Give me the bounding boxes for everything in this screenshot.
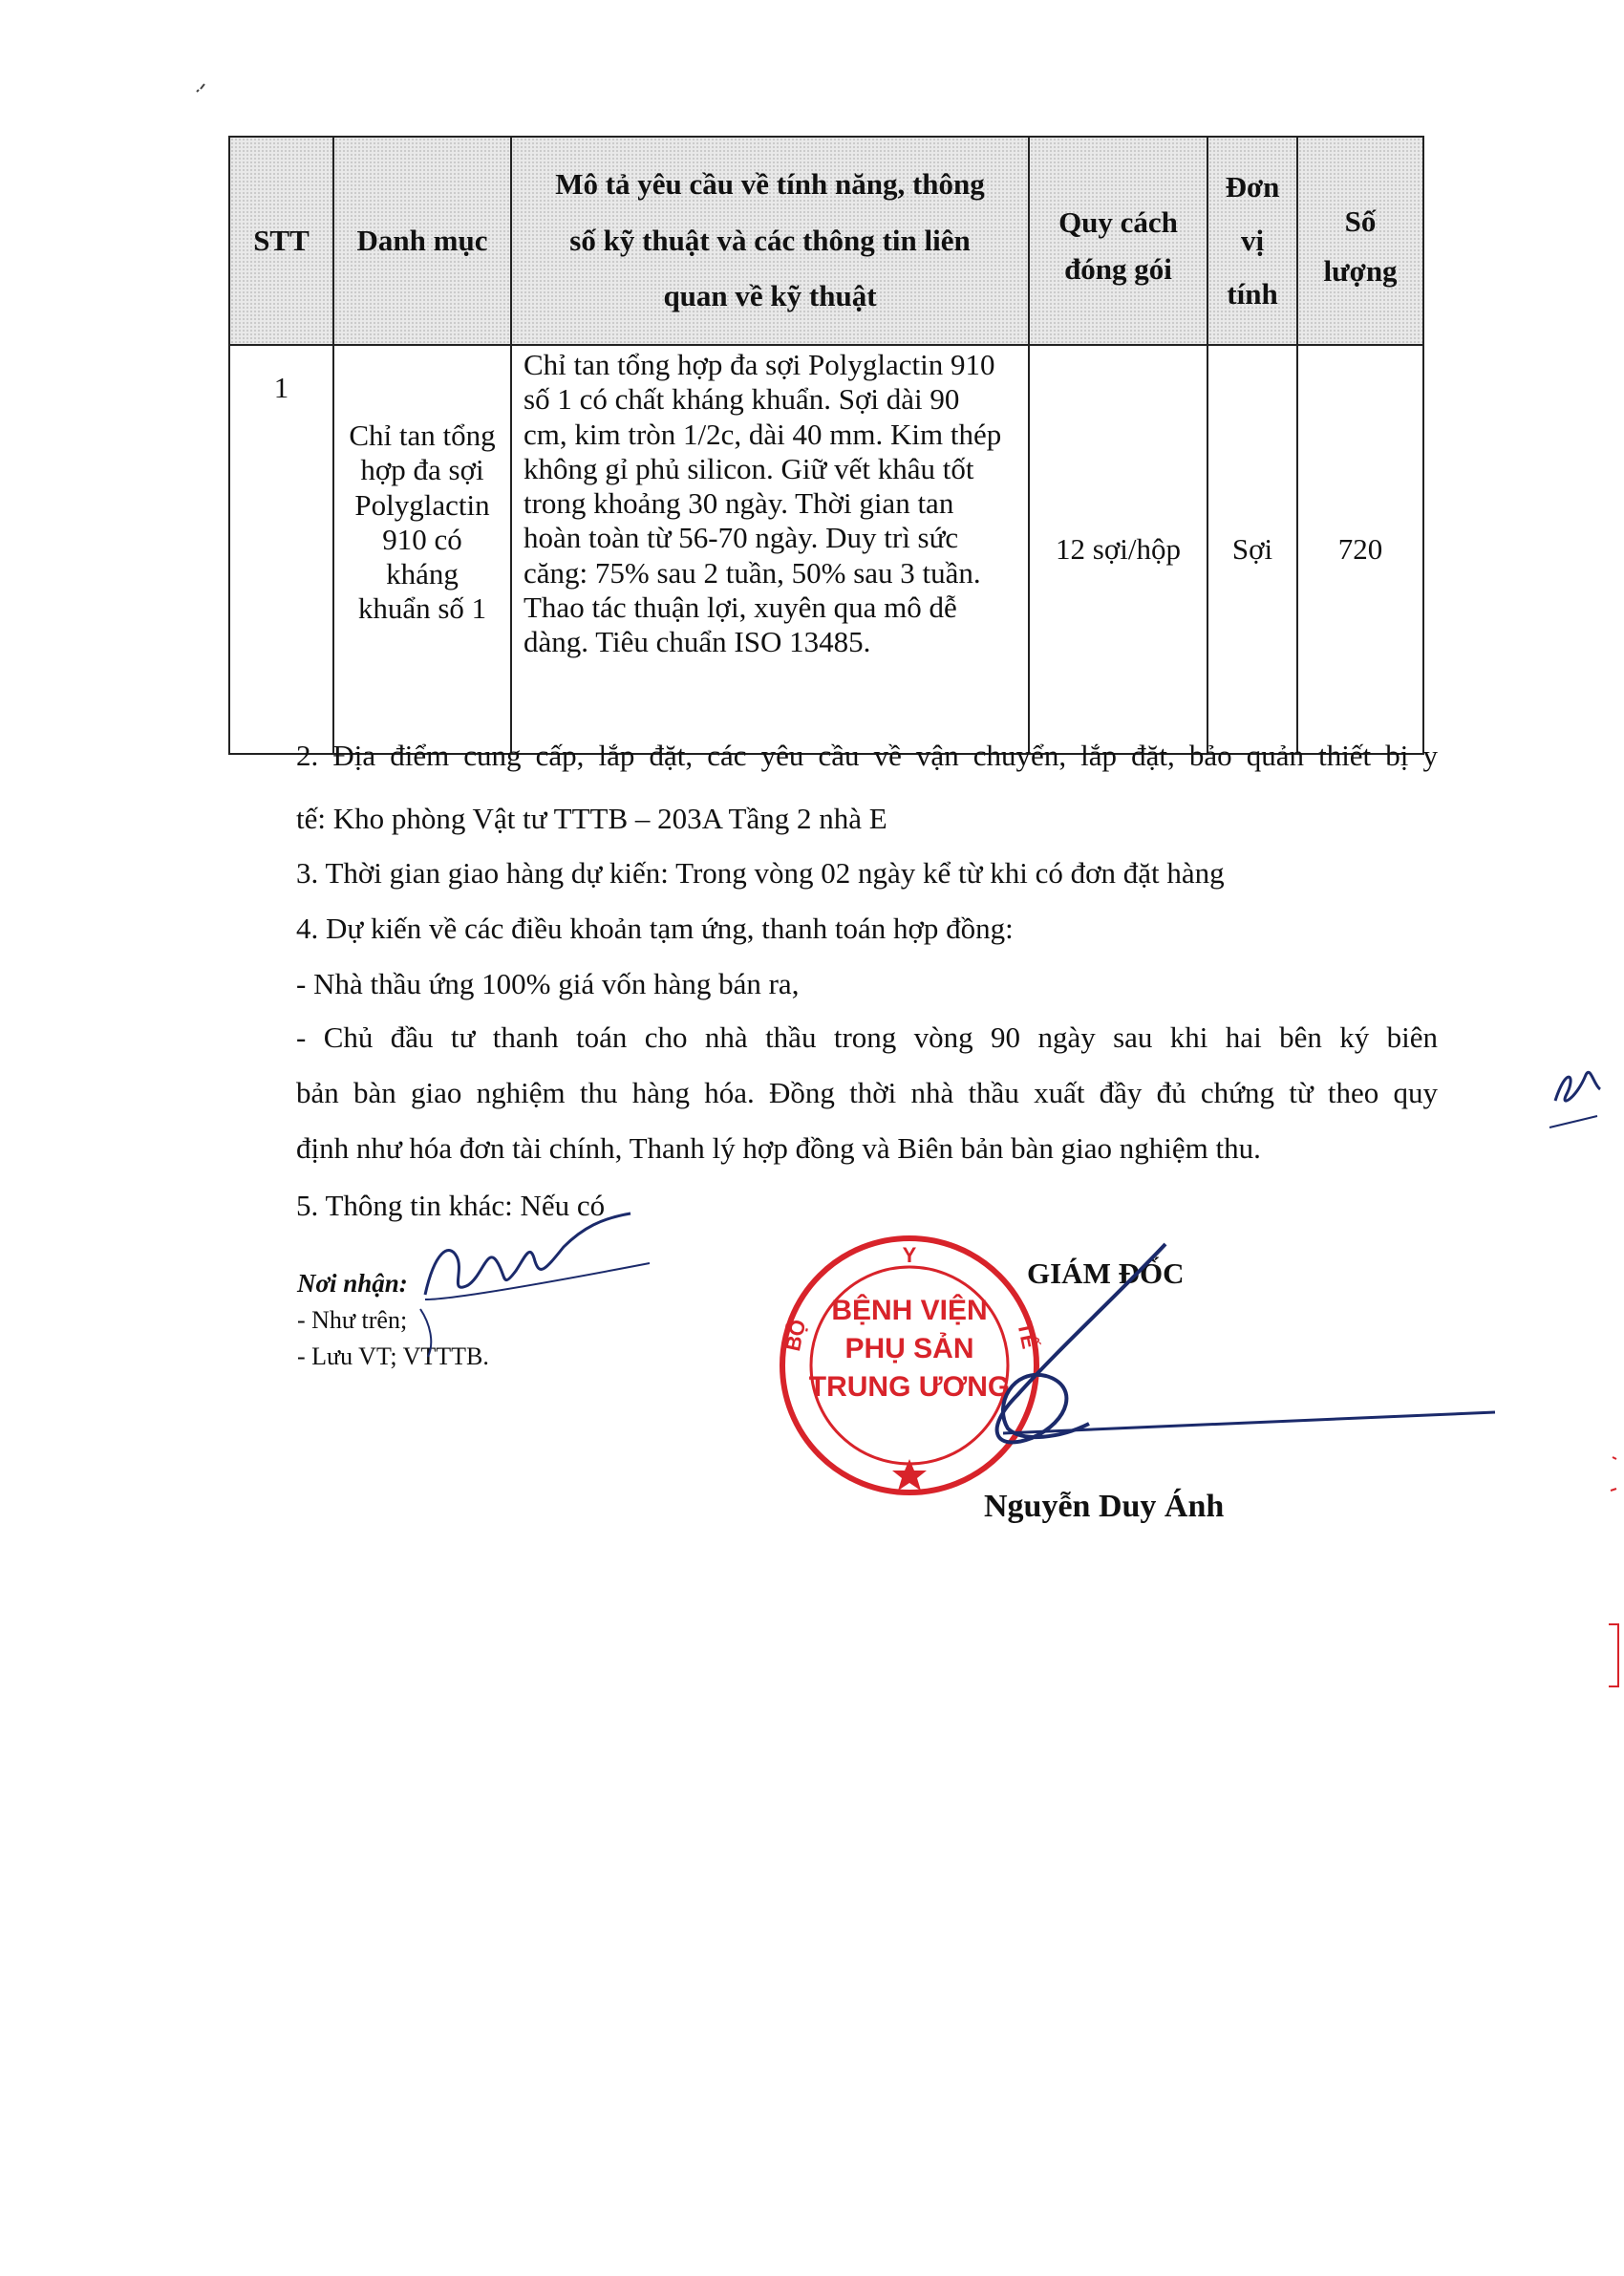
payment-line: bản bàn giao nghiệm thu hàng hóa. Đồng thời nhà thầu xuất đầy đủ chứng từ theo quy [296,1076,1438,1109]
header-unit-line: tính [1227,276,1278,311]
signer-name: Nguyễn Duy Ánh [984,1489,1225,1524]
section-5: 5. Thông tin khác: Nếu có [296,1189,606,1222]
category-line: hợp đa sợi [360,453,484,487]
scan-mark-icon [197,84,204,92]
description-line: số 1 có chất kháng khuẩn. Sợi dài 90 [524,382,960,417]
margin-initial-line-icon [1549,1116,1597,1127]
section-4-advance: - Nhà thầu ứng 100% giá vốn hàng bán ra, [296,967,800,1000]
recipient-line: - Lưu VT; VTTTB. [297,1342,489,1370]
header-quantity-line: Số [1344,204,1377,239]
header-quantity-line: lượng [1323,254,1398,289]
header-category: Danh mục [333,137,511,345]
description-line: dàng. Tiêu chuẩn ISO 13485. [524,625,871,659]
category-line: 910 có [382,522,462,556]
section-2-line-2: tế: Kho phòng Vật tư TTTB – 203A Tầng 2 nhà E [296,802,887,835]
section-2-line: 2. Địa điểm cung cấp, lắp đặt, các yêu cầu về vận chuyển, lắp đặt, bảo quản thiết bị y [296,739,1438,772]
description-line: Thao tác thuận lợi, xuyên qua mô dễ [524,590,957,624]
description-line: căng: 75% sau 2 tuần, 50% sau 3 tuần. [524,555,981,590]
recipient-line: - Như trên; [297,1306,408,1335]
header-unit-line: vị [1240,224,1265,258]
description-line: trong khoảng 30 ngày. Thời gian tan [524,486,954,521]
stamp-line: PHỤ SẢN [844,1333,974,1364]
description-line: Chỉ tan tổng hợp đa sợi Polyglactin 910 [524,348,995,381]
header-description-line: Mô tả yêu cầu về tính năng, thông [555,166,985,201]
director-signature-stroke-icon [1003,1412,1495,1433]
section-3: 3. Thời gian giao hàng dự kiến: Trong vòng 02 ngày kể từ khi có đơn đặt hàng [296,856,1225,890]
description-line: hoàn toàn từ 56-70 ngày. Duy trì sức [524,521,959,555]
section-4: 4. Dự kiến về các điều khoản tạm ứng, thanh toán hợp đồng: [296,912,1014,945]
header-packaging-line: Quy cách [1058,204,1178,239]
header-description-line: quan về kỹ thuật [663,279,877,313]
edge-artifact-icon [1609,1457,1618,1686]
margin-initial-icon [1555,1072,1600,1101]
stamp-top-letter: Y [902,1243,917,1267]
description-line: cm, kim tròn 1/2c, dài 40 mm. Kim thép [524,417,1002,451]
description-line: không gỉ phủ silicon. Giữ vết khâu tốt [524,451,974,485]
header-stt: STT [229,137,333,345]
category-line: Polyglactin [354,487,490,522]
category-line: Chỉ tan tổng [349,419,496,452]
payment-line: định như hóa đơn tài chính, Thanh lý hợp đồng và Biên bản bàn giao nghiệm thu. [296,1131,1261,1165]
director-signature-icon [997,1244,1165,1442]
cell-quantity: 720 [1297,345,1423,754]
cell-unit: Sợi [1207,345,1297,754]
category-line: khuẩn số 1 [357,591,487,626]
payment-line: - Chủ đầu tư thanh toán cho nhà thầu trong vòng 90 ngày sau khi hai bên ký biên [296,1020,1438,1054]
cell-packaging: 12 sợi/hộp [1029,345,1207,754]
header-description-line: số kỹ thuật và các thông tin liên [569,223,971,257]
signer-title: GIÁM ĐỐC [1027,1256,1185,1290]
reviewer-tick-icon [420,1309,431,1357]
cell-stt: 1 [229,345,333,754]
recipients-label: Nơi nhận: [297,1269,408,1298]
header-packaging-line: đóng gói [1064,251,1172,286]
header-unit-line: Đơn [1225,170,1280,204]
stamp-line: BỆNH VIỆN [831,1295,988,1326]
stamp-left-letters: BỘ [780,1317,811,1354]
reviewer-initials-icon [425,1213,630,1295]
stamp-line: TRUNG ƯƠNG [808,1371,1011,1403]
stamp-right-letters: TẾ [1013,1320,1042,1351]
category-line: kháng [386,557,459,591]
